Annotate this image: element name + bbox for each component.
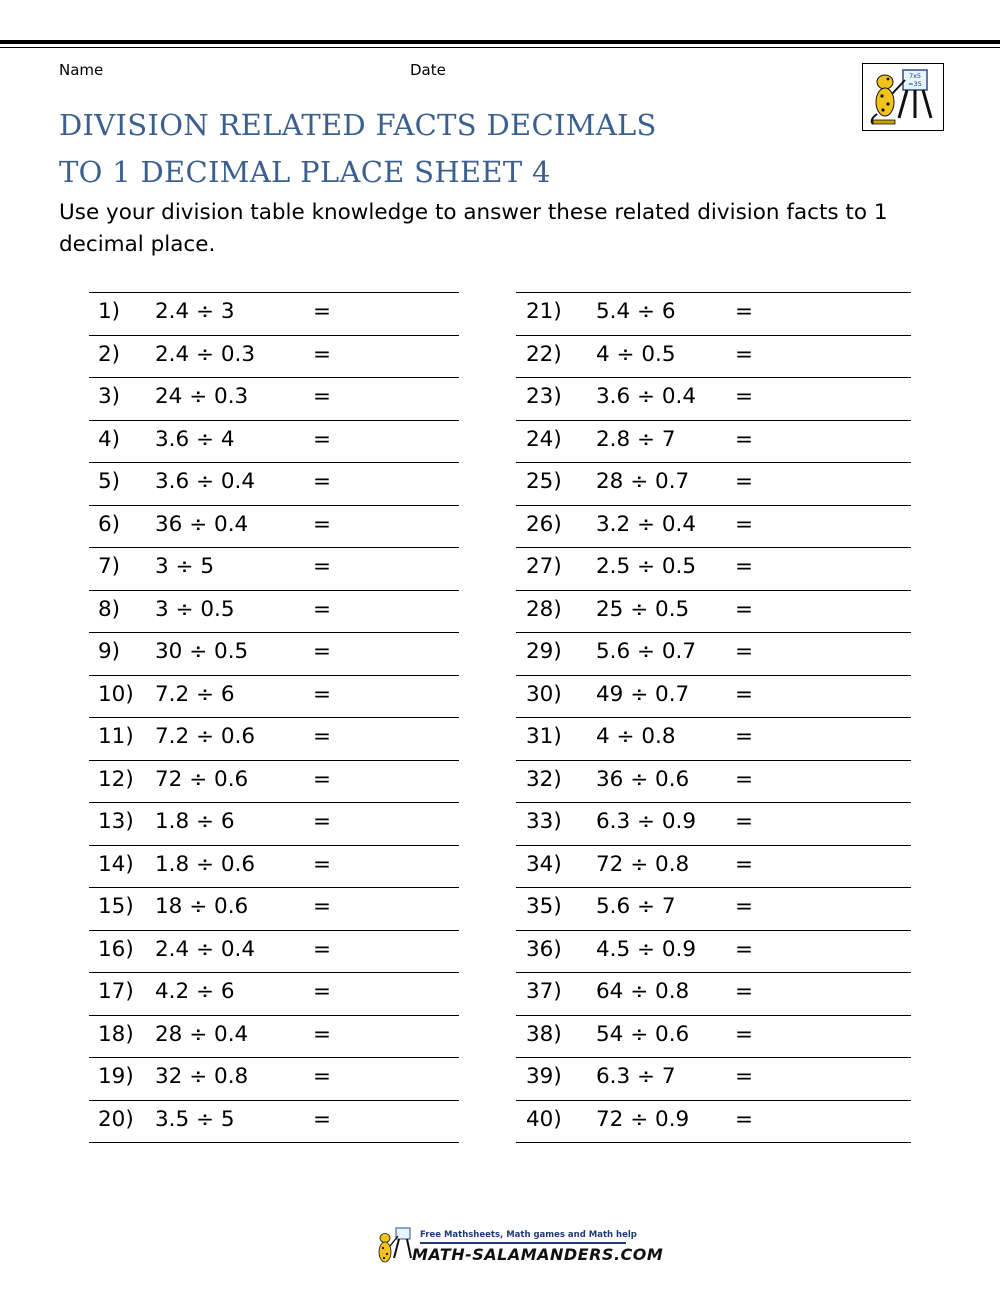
question-number: 1)	[98, 299, 121, 324]
question-expression: 72 ÷ 0.8	[596, 851, 690, 877]
question-expression: 72 ÷ 0.6	[155, 766, 249, 792]
question-number: 20)	[98, 1106, 134, 1132]
question-number: 40)	[526, 1106, 562, 1132]
question-number: 23)	[526, 384, 562, 409]
question-expression: 64 ÷ 0.8	[596, 979, 690, 1004]
salamander-teacher-icon	[863, 64, 943, 130]
question-number: 36)	[526, 936, 562, 962]
title-line-2: TO 1 DECIMAL PLACE SHEET 4	[59, 155, 551, 189]
question-number: 30)	[526, 681, 562, 707]
question-row	[89, 335, 459, 378]
question-expression: 2.8 ÷ 7	[596, 426, 676, 452]
equals-sign: =	[735, 724, 754, 749]
top-rule	[0, 40, 1000, 44]
question-row	[516, 887, 911, 930]
question-number: 26)	[526, 511, 562, 537]
question-number: 15)	[98, 894, 134, 919]
equals-sign: =	[735, 979, 754, 1004]
equals-sign: =	[313, 724, 332, 749]
question-number: 19)	[98, 1064, 134, 1089]
question-expression: 72 ÷ 0.9	[596, 1106, 690, 1132]
question-number: 34)	[526, 851, 562, 877]
name-label: Name	[59, 61, 104, 79]
question-row	[516, 1015, 911, 1058]
question-row	[89, 420, 459, 463]
equals-sign: =	[313, 936, 332, 962]
question-expression: 1.8 ÷ 0.6	[155, 851, 256, 877]
question-row	[89, 632, 459, 675]
question-expression: 36 ÷ 0.6	[596, 766, 690, 792]
equals-sign: =	[313, 639, 332, 664]
top-rule-thin	[0, 47, 1000, 48]
question-expression: 3 ÷ 0.5	[155, 596, 235, 622]
question-row	[516, 335, 911, 378]
question-row	[89, 675, 459, 718]
question-number: 25)	[526, 469, 562, 494]
question-row	[516, 717, 911, 760]
equals-sign: =	[313, 469, 332, 494]
question-expression: 2.4 ÷ 0.3	[155, 341, 256, 367]
equals-sign: =	[735, 511, 754, 537]
question-expression: 3.6 ÷ 0.4	[596, 384, 697, 409]
question-number: 18)	[98, 1021, 134, 1047]
question-expression: 6.3 ÷ 7	[596, 1064, 676, 1089]
question-number: 32)	[526, 766, 562, 792]
question-expression: 4.5 ÷ 0.9	[596, 936, 697, 962]
equals-sign: =	[313, 1064, 332, 1089]
question-row	[516, 505, 911, 548]
question-number: 2)	[98, 341, 121, 367]
question-number: 27)	[526, 554, 562, 579]
equals-sign: =	[735, 596, 754, 622]
question-row	[89, 887, 459, 930]
question-expression: 6.3 ÷ 0.9	[596, 809, 697, 834]
footer-divider	[420, 1242, 626, 1244]
equals-sign: =	[735, 894, 754, 919]
question-number: 29)	[526, 639, 562, 664]
equals-sign: =	[313, 681, 332, 707]
question-row	[516, 420, 911, 463]
question-number: 4)	[98, 426, 121, 452]
question-row	[89, 377, 459, 420]
question-number: 14)	[98, 851, 134, 877]
equals-sign: =	[735, 554, 754, 579]
question-row	[516, 292, 911, 335]
question-expression: 3.5 ÷ 5	[155, 1106, 235, 1132]
question-number: 38)	[526, 1021, 562, 1047]
equals-sign: =	[735, 469, 754, 494]
equals-sign: =	[313, 809, 332, 834]
question-number: 6)	[98, 511, 121, 537]
question-row	[516, 1100, 911, 1144]
question-expression: 3.2 ÷ 0.4	[596, 511, 697, 537]
question-number: 39)	[526, 1064, 562, 1089]
question-expression: 3 ÷ 5	[155, 554, 215, 579]
question-row	[89, 717, 459, 760]
question-number: 35)	[526, 894, 562, 919]
equals-sign: =	[313, 851, 332, 877]
equals-sign: =	[735, 1021, 754, 1047]
question-row	[516, 547, 911, 590]
question-number: 16)	[98, 936, 134, 962]
equals-sign: =	[735, 1106, 754, 1132]
question-row	[516, 802, 911, 845]
question-number: 10)	[98, 681, 134, 707]
question-row	[516, 675, 911, 718]
equals-sign: =	[313, 1106, 332, 1132]
question-expression: 32 ÷ 0.8	[155, 1064, 249, 1089]
question-row	[89, 547, 459, 590]
question-expression: 1.8 ÷ 6	[155, 809, 235, 834]
equals-sign: =	[313, 384, 332, 409]
question-row	[89, 590, 459, 633]
question-number: 11)	[98, 724, 134, 749]
equals-sign: =	[735, 851, 754, 877]
question-expression: 4 ÷ 0.8	[596, 724, 676, 749]
footer-logo	[374, 1226, 664, 1270]
question-expression: 2.4 ÷ 0.4	[155, 936, 256, 962]
equals-sign: =	[735, 299, 754, 324]
equals-sign: =	[313, 341, 332, 367]
question-expression: 28 ÷ 0.4	[155, 1021, 249, 1047]
question-row	[516, 377, 911, 420]
question-row	[89, 1015, 459, 1058]
instructions: Use your division table knowledge to answer these related division facts to 1 decimal place.	[59, 200, 888, 257]
questions-column-right	[516, 292, 911, 1143]
question-number: 9)	[98, 639, 121, 664]
question-number: 8)	[98, 596, 121, 622]
question-expression: 49 ÷ 0.7	[596, 681, 690, 707]
question-expression: 7.2 ÷ 6	[155, 681, 235, 707]
question-number: 31)	[526, 724, 562, 749]
question-expression: 5.6 ÷ 0.7	[596, 639, 697, 664]
question-row	[516, 972, 911, 1015]
equals-sign: =	[735, 936, 754, 962]
question-expression: 4.2 ÷ 6	[155, 979, 235, 1004]
equals-sign: =	[313, 766, 332, 792]
equals-sign: =	[735, 341, 754, 367]
equals-sign: =	[735, 766, 754, 792]
svg-text:7x5: 7x5	[908, 72, 922, 80]
question-row	[516, 760, 911, 803]
footer-salamander-icon	[374, 1226, 414, 1270]
question-row	[89, 802, 459, 845]
equals-sign: =	[313, 426, 332, 452]
question-number: 22)	[526, 341, 562, 367]
question-row	[516, 632, 911, 675]
equals-sign: =	[313, 299, 332, 324]
question-number: 13)	[98, 809, 134, 834]
question-expression: 36 ÷ 0.4	[155, 511, 249, 537]
question-row	[516, 1057, 911, 1100]
question-row	[89, 462, 459, 505]
equals-sign: =	[735, 426, 754, 452]
equals-sign: =	[313, 554, 332, 579]
question-expression: 3.6 ÷ 4	[155, 426, 235, 452]
question-expression: 24 ÷ 0.3	[155, 384, 249, 409]
question-number: 37)	[526, 979, 562, 1004]
question-expression: 7.2 ÷ 0.6	[155, 724, 256, 749]
question-row	[516, 930, 911, 973]
question-number: 3)	[98, 384, 121, 409]
question-number: 21)	[526, 299, 562, 324]
question-expression: 5.4 ÷ 6	[596, 299, 676, 324]
questions-column-left	[89, 292, 459, 1143]
question-row	[89, 505, 459, 548]
question-row	[89, 1100, 459, 1144]
footer-tagline: Free Mathsheets, Math games and Math help	[420, 1230, 637, 1240]
question-row	[516, 462, 911, 505]
question-expression: 30 ÷ 0.5	[155, 639, 249, 664]
equals-sign: =	[735, 809, 754, 834]
question-row	[516, 845, 911, 888]
question-row	[516, 590, 911, 633]
question-expression: 54 ÷ 0.6	[596, 1021, 690, 1047]
question-number: 33)	[526, 809, 562, 834]
equals-sign: =	[735, 384, 754, 409]
question-expression: 3.6 ÷ 0.4	[155, 469, 256, 494]
equals-sign: =	[313, 511, 332, 537]
question-expression: 2.5 ÷ 0.5	[596, 554, 697, 579]
question-row	[89, 760, 459, 803]
question-expression: 5.6 ÷ 7	[596, 894, 676, 919]
question-number: 5)	[98, 469, 121, 494]
question-row	[89, 845, 459, 888]
question-number: 28)	[526, 596, 562, 622]
question-number: 24)	[526, 426, 562, 452]
title-line-1: DIVISION RELATED FACTS DECIMALS	[59, 108, 657, 142]
question-number: 17)	[98, 979, 134, 1004]
question-row	[89, 972, 459, 1015]
equals-sign: =	[735, 1064, 754, 1089]
equals-sign: =	[735, 681, 754, 707]
equals-sign: =	[735, 639, 754, 664]
equals-sign: =	[313, 1021, 332, 1047]
equals-sign: =	[313, 596, 332, 622]
question-row	[89, 292, 459, 335]
question-row	[89, 1057, 459, 1100]
equals-sign: =	[313, 894, 332, 919]
equals-sign: =	[313, 979, 332, 1004]
question-expression: 4 ÷ 0.5	[596, 341, 676, 367]
salamander-logo	[862, 63, 944, 131]
question-row	[89, 930, 459, 973]
question-expression: 28 ÷ 0.7	[596, 469, 690, 494]
footer-site-name: MATH-SALAMANDERS.COM	[412, 1245, 664, 1264]
date-label: Date	[410, 61, 446, 79]
question-expression: 18 ÷ 0.6	[155, 894, 249, 919]
svg-text:=35: =35	[908, 80, 922, 88]
question-expression: 25 ÷ 0.5	[596, 596, 690, 622]
question-number: 7)	[98, 554, 121, 579]
question-expression: 2.4 ÷ 3	[155, 299, 235, 324]
question-number: 12)	[98, 766, 134, 792]
